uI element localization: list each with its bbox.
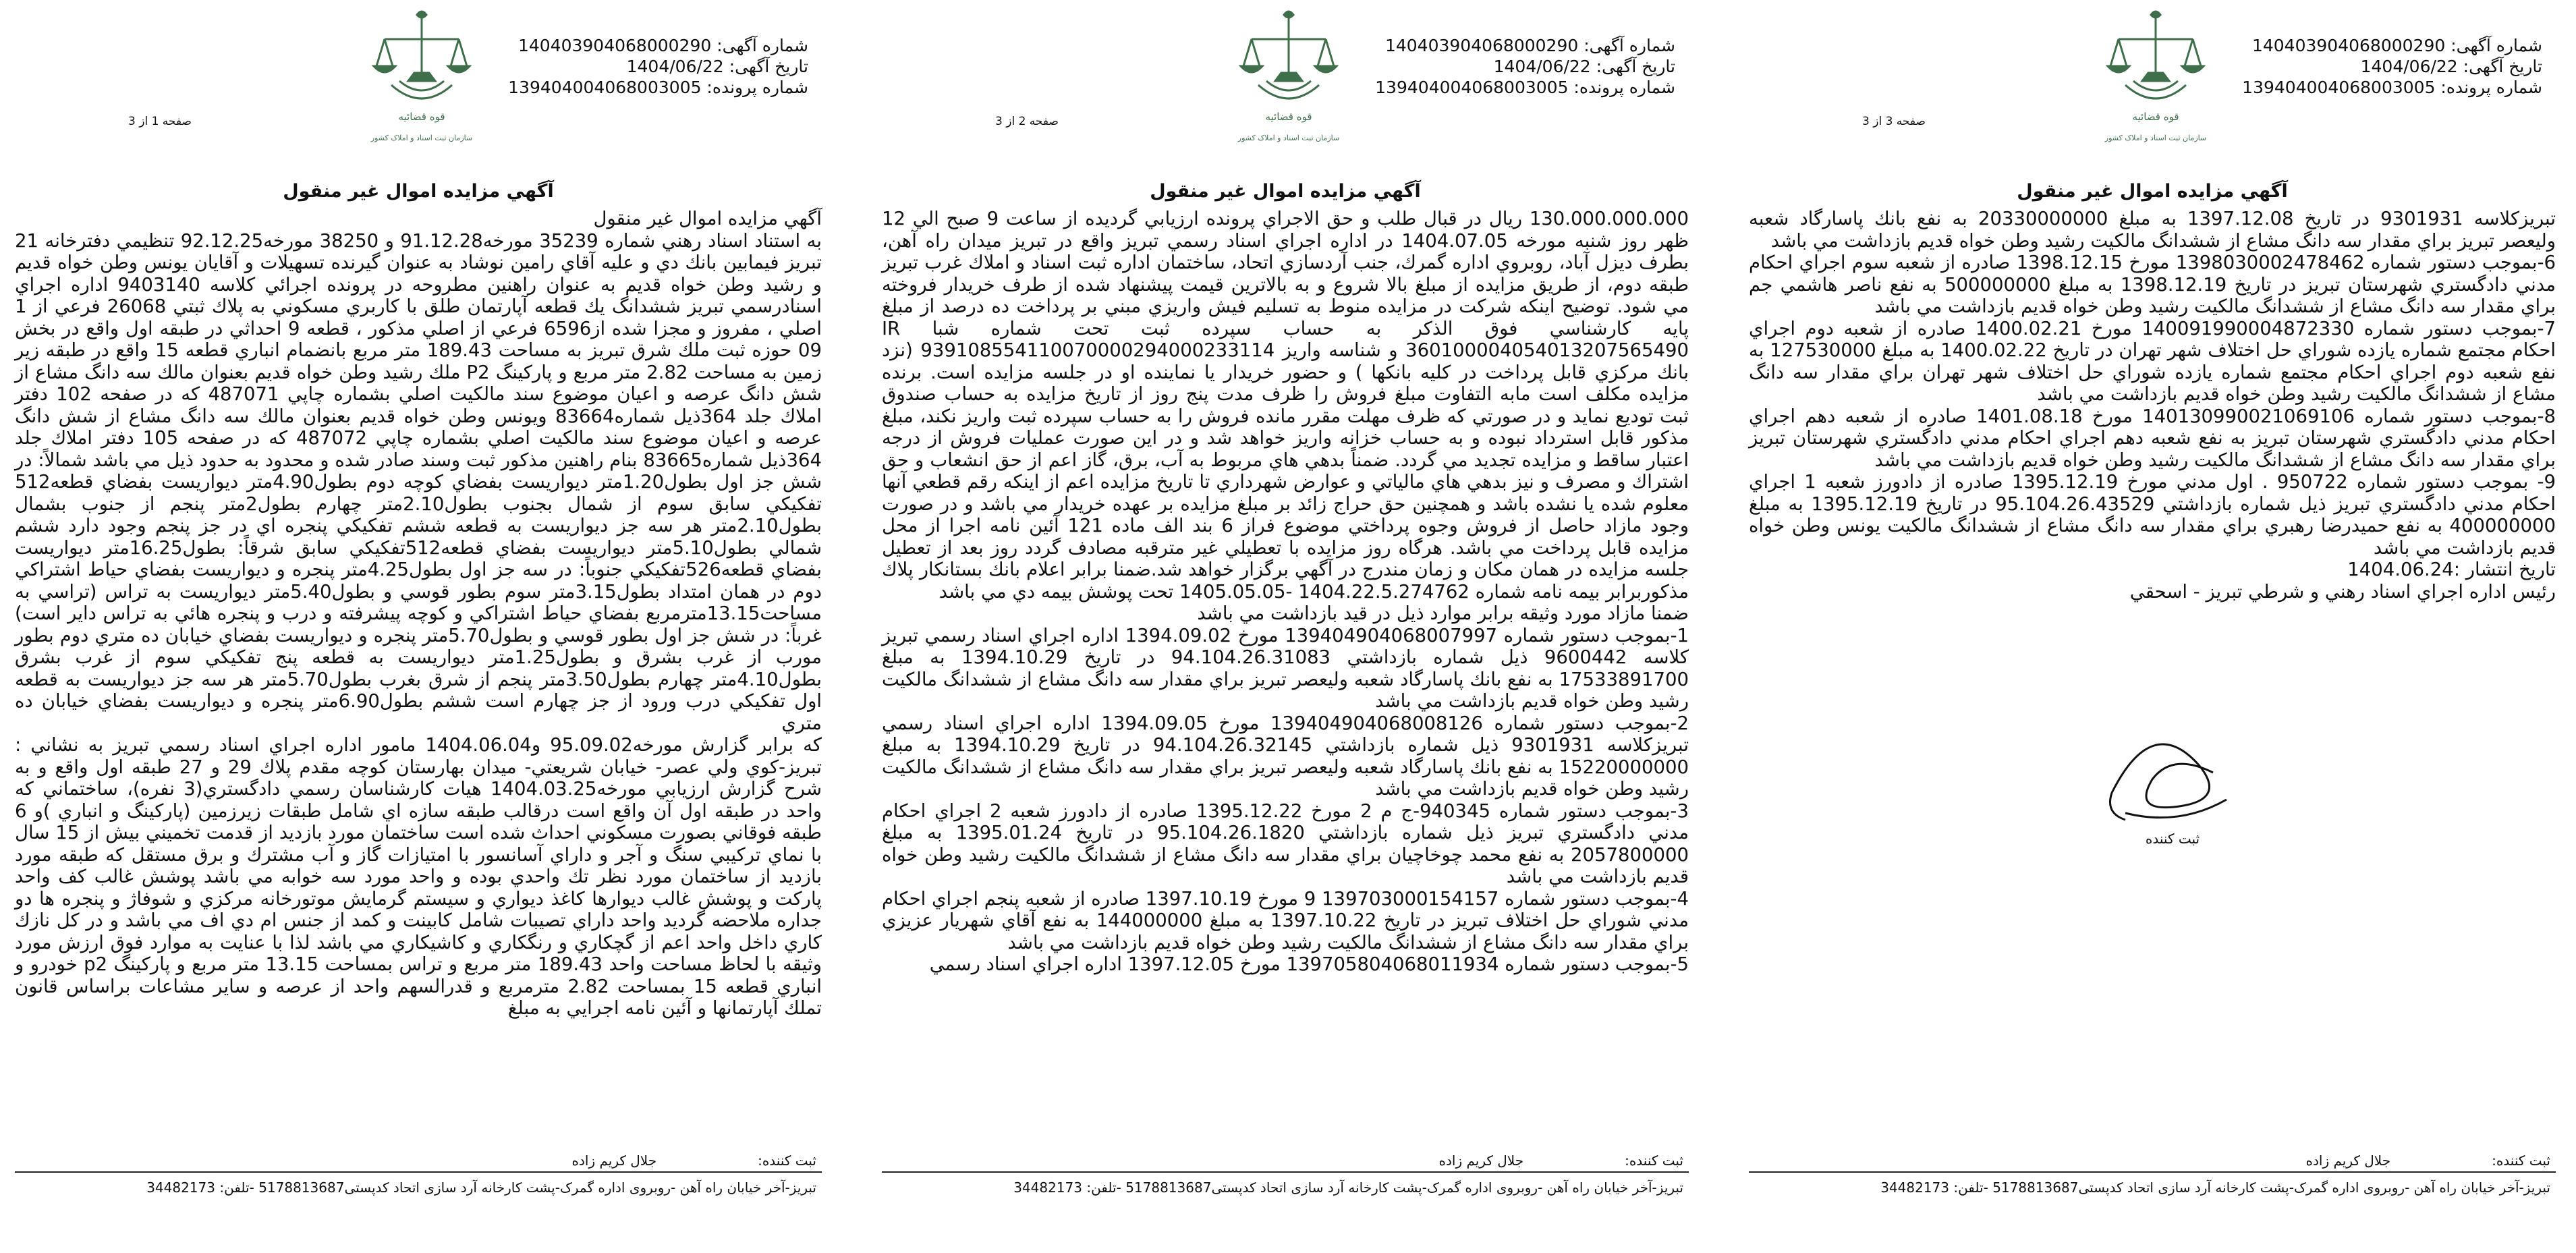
registrar-label: ثبت کننده: bbox=[758, 1152, 816, 1169]
notice-paragraph: كه برابر گزارش مورخه95.09.02 و1404.06.04 مامور اداره اجراي اسناد رسمي تبريز به نشاني : تبريز-كوي ولي عصر- خيابان شريعتي- ميدان بهارستان كوچه مقدم پلاك 29 و 27 طبقه اول واقع و به شرح گزارش ارزيابي مورخه1404.03.25 هيات كارشناسان رسمي دادگستري(3 نفره)، ساختماني كه واحد در طبقه اول آن واقع است درقالب طبقه سازه اي شامل طبقات زيرزمين (پاركينگ و انباري )و 6 طبقه فوقاني بصورت مسكوني احداث شده است ساختمان مورد بازديد از قدمت تخميني بيش از 15 سال با نماي تركيبي سنگ و آجر و داراي آسانسور با امتيازات گاز و آب مشترك و برق مستقل كه طبقه مورد بازديد از ساختمان مورد نظر تك واحدي بوده و واحد مورد سه خوابه مي باشد پوشش غالب كف واحد پاركت و پوشش غالب ديوارها كاغذ ديواري و سيستم گرمايش موتورخانه مركزي و شوفاژ و پنجره ها دو جداره ملاحضه گرديد واحد داراي تصيبات شامل كابينت و كمد از جنس ام دي اف مي باشد و در كل نازك كاري داخل واحد اعم از گچكاري و رنگكاري و كاشيكاري مي باشد لذا با عنايت به موارد فوق ارزش مورد وثيقه با لحاظ مساحت واحد 189.43 متر مربع و تراس بمساحت 13.15 متر مربع و پاركينگ p2 خودرو و انباري قطعه 15 بمساحت 2.82 مترمربع و قدرالسهم واحد از عرصه و ساير مشاعات براساس قانون تملك آپارتمانها و آئين نامه اجرايي به مبلغ bbox=[15, 734, 822, 1019]
office-address: تبریز-آخر خیابان راه آهن -روبروی اداره گمرک-پشت کارخانه آرد سازی اتحاد کدپستی5178813687 -تلفن: 34482173 bbox=[1013, 1179, 1683, 1196]
emblem-sub-caption: سازمان ثبت اسناد و املاک کشور bbox=[2104, 134, 2207, 142]
registrar-name: جلال کریم زاده bbox=[2305, 1152, 2391, 1169]
ad-number: شماره آگهی: 140403904068000290 bbox=[517, 36, 808, 55]
notice-paragraph: آگهي مزايده اموال غير منقول bbox=[593, 208, 822, 229]
notice-paragraph: 8-بموجب دستور شماره 140130990021069106 مورخ 1401.08.18 صادره از شعبه دهم اجراي احكام مدني دادگستري شهرستان تبريز به نفع شعبه دهم اجراي احكام مدني دادگستري شهرستان تبريز براي مقدار سه دانگ مشاع از ششدانگ مالكيت رشيد وطن خواه قديم بازداشت مي باشد bbox=[1749, 405, 2556, 471]
page-number: صفحه 2 از 3 bbox=[995, 115, 1059, 128]
notice-title: آگهي مزايده اموال غير منقول bbox=[283, 181, 554, 202]
emblem-caption: قوه قضائیه bbox=[1265, 111, 1312, 123]
notice-paragraph: رئيس اداره اجراي اسناد رهني و شرطي تبريز - اسحقي bbox=[2129, 580, 2556, 603]
emblem-caption: قوه قضائیه bbox=[2132, 111, 2179, 123]
signature-icon bbox=[2085, 712, 2260, 854]
notice-paragraph: 2-بموجب دستور شماره 139404904068008126 مورخ 1394.09.05 اداره اجراي اسناد رسمي تبريزكلاسه 9301931 ذيل شماره بازداشتي 94.104.26.32145 در تاريخ 1394.10.29 به مبلغ 15220000000 به نفع بانك پاسارگاد شعبه وليعصر تبريز براي مقدار سه دانگ مشاع از ششدانگ مالكيت رشيد وطن خواه قديم بازداشت مي باشد bbox=[882, 712, 1689, 800]
page-number: صفحه 3 از 3 bbox=[1862, 115, 1926, 128]
case-number: شماره پرونده: 139404004068003005 bbox=[2242, 78, 2542, 97]
notice-paragraph: تاريخ انتشار :1404.06.24 bbox=[2347, 559, 2556, 580]
registrar-label: ثبت کننده: bbox=[1625, 1152, 1683, 1169]
notice-body bbox=[15, 208, 822, 1020]
notice-paragraph: به استناد اسناد رهني شماره 35239 مورخه91.12.28 و 38250 مورخه92.12.25 تنظيمي دفترخانه 21 تبريز فيمابين بانك دي و عليه آقاي رامين نوشاد به عنوان گيرنده تسهيلات و آقايان يونس وطن خواه قديم و رشيد وطن خواه قديم به عنوان راهنين مطروحه در پرونده اجرائي كلاسه 9403140 اداره اجراي اسنادرسمي تبريز ششدانگ يك قطعه آپارتمان طلق با كاربري مسكوني به پلاك ثبتي 26068 فرعي از 1 اصلي ، مفروز و مجزا شده از6596 فرعي از اصلي مذكور ، قطعه 9 احداثي در طبقه اول واقع در بخش 09 حوزه ثبت ملك شرق تبريز به مساحت 189.43 متر مربع بانضمام انباري قطعه 15 واقع در طبقه زير زمين به مساحت 2.82 متر مربع و پاركينگ P2 ملك رشيد وطن خواه قديم بعنوان مالك سه دانگ مشاع از شش دانگ عرصه و اعيان موضوع سند مالكيت اصلي بشماره چاپي 487071 كه در صفحه 102 دفتر املاك جلد 364ذيل شماره83664 ويونس وطن خواه قديم بعنوان مالك سه دانگ مشاع از شش دانگ عرصه و اعيان موضوع سند مالكيت اصلي بشماره چاپي 487072 كه در صفحه 105 دفتر املاك جلد 364ذيل شماره83665 بنام راهنين مذكور ثبت وسند صادر شده و محدود به حدود ذيل مي باشد شمالاً: در شش جز اول بطول1.20متر ديواريست بفضاي كوچه دوم بطول4.90متر ديواريست بفضاي قطعه512 تفكيكي سابق سوم از شمال بجنوب بطول2.10متر چهارم بطول2متر پنجم از جنوب بشمال بطول2.10متر هر سه جز ديواريست به قطعه ششم تفكيكي پنجره اي در جز پنجم وجود دارد ششم شمالي بطول5.10متر ديواريست بفضاي قطعه512تفكيكي سابق شرقاً: بطول16.25متر ديواريست بفضاي قطعه526تفكيكي جنوباً: در سه جز اول بطول4.25متر پنجره و ديواريست بفضاي حياط اشتراكي دوم در همان امتداد بطول3.15متر سوم بطور قوسي و بطول5.40متر ديواريست به تراس (تراسي به مساحت13.15مترمربع بفضاي حياط اشتراكي و كوچه پيشرفته و درب و پنجره هائي به تراس داير است) غرباً: در شش جز اول بطور قوسي و بطول5.70متر پنجره و ديواريست بفضاي خيابان ده متري دوم بطور مورب از غرب بشرق و بطول1.25متر ديواريست به قطعه پنج تفكيكي سوم از غرب بشرق بطول4.10متر چهارم بطول3.50متر پنجم از شرق بغرب بطول5.70متر هر سه جز ديواريست به قطعه اول تفكيكي درب ورود از جز چهارم است ششم بطول6.90متر پنجره و ديواريست بفضاي خيابان ده متري bbox=[15, 229, 822, 734]
case-number: شماره پرونده: 139404004068003005 bbox=[508, 78, 808, 97]
registrar-line bbox=[1338, 1152, 1683, 1169]
notice-paragraph: 7-بموجب دستور شماره 140091990004872330 مورخ 1400.02.21 صادره از شعبه دوم اجراي احكام مجتمع شماره يازده شوراي حل اختلاف شهر تهران در تاريخ 1400.02.22 به مبلغ 127530000 به نفع شعبه دوم اجراي احكام مجتمع شماره يازده شوراي حل اختلاف شهر تهران براي مقدار سه دانگ مشاع از ششدانگ مالكيت رشيد وطن خواه قديم بازداشت مي باشد bbox=[1749, 317, 2556, 405]
notice-title: آگهي مزايده اموال غير منقول bbox=[2017, 181, 2288, 202]
ad-number: شماره آگهی: 140403904068000290 bbox=[1384, 36, 1675, 55]
footer-divider bbox=[882, 1171, 1689, 1173]
notice-title: آگهي مزايده اموال غير منقول bbox=[1150, 181, 1421, 202]
ad-date: تاریخ آگهی: 1404/06/22 bbox=[2360, 57, 2542, 76]
notice-meta bbox=[2191, 35, 2542, 98]
notice-header bbox=[867, 0, 1704, 182]
registrar-name: جلال کریم زاده bbox=[571, 1152, 657, 1169]
footer-divider bbox=[15, 1171, 822, 1173]
notice-meta bbox=[1324, 35, 1675, 98]
notice-paragraph: 3-بموجب دستور شماره 940345-ج م 2 مورخ 1395.12.22 صادره از دادورز شعبه 2 اجراي احكام مدني دادگستري تبريز ذيل شماره بازداشتي 95.104.26.1820 در تاريخ 1395.01.24 به مبلغ 2057800000 به نفع محمد چوخاچيان براي مقدار سه دانگ مشاع از ششدانگ مالكيت رشيد وطن خواه قديم بازداشت مي باشد bbox=[882, 800, 1689, 887]
notice-body bbox=[1749, 208, 2556, 603]
notice-paragraph: 1-بموجب دستور شماره 139404904068007997 مورخ 1394.09.02 اداره اجراي اسناد رسمي تبريز كلاسه 9600442 ذيل شماره بازداشتي 94.104.26.31083 در تاريخ 1394.10.29 به مبلغ 17533891700 به نفع بانك پاسارگاد شعبه وليعصر تبريز براي مقدار سه دانگ مشاع از ششدانگ مالكيت رشيد وطن خواه قديم بازداشت مي باشد bbox=[882, 624, 1689, 712]
signature-caption: ثبت کننده bbox=[2145, 831, 2200, 847]
notice-paragraph: 5-بموجب دستور شماره 139705804068011934 مورخ 1397.12.05 اداره اجراي اسناد رسمي bbox=[929, 953, 1689, 975]
ad-date: تاریخ آگهی: 1404/06/22 bbox=[1493, 57, 1675, 76]
notice-page-1 bbox=[0, 0, 837, 1253]
notice-page-3 bbox=[1734, 0, 2571, 1253]
office-address: تبریز-آخر خیابان راه آهن -روبروی اداره گمرک-پشت کارخانه آرد سازی اتحاد کدپستی5178813687 -تلفن: 34482173 bbox=[1880, 1179, 2550, 1196]
emblem-sub-caption: سازمان ثبت اسناد و املاک کشور bbox=[1237, 134, 1340, 142]
notice-paragraph: 130.000.000.000 ريال در قبال طلب و حق الاجراي پرونده ارزيابي گرديده از ساعت 9 صبح الي 12 ظهر روز شنبه مورخه 1404.07.05 در اداره اجراي اسناد رسمي تبريز واقع در تبريز ميدان راه آهن، بطرف ديزل آباد، روبروي اداره گمرك، جنب آردسازي اتحاد، ساختمان اداره ثبت اسناد و املاك غرب تبريز طبقه دوم، از طريق مزايده از مبلغ بالا شروع و به بالاترين قيمت پيشنهاد شده از طرف خريدار فروخته مي شود. توضيح اينكه شركت در مزايده منوط به تسليم فيش واريزي مبني بر پرداخت ده درصد از مبلغ پايه كارشناسي فوق الذكر به حساب سپرده ثبت تحت شماره شبا IR 360100004054013207565490 و شناسه واريز 939108554110070000294000233114 (نزد بانك مركزي قابل پرداخت در كليه بانكها ) و حضور خريدار يا نماينده او در جلسه مزايده است. برنده مزايده مكلف است مابه التفاوت مبلغ فروش را ظرف مدت پنج روز از تاريخ مزايده به حساب صندوق ثبت توديع نمايد و در صورتي كه ظرف مهلت مقرر مانده فروش را به حساب سپرده ثبت واريز نكند، مبلغ مذكور قابل استرداد نبوده و به حساب خزانه واريز خواهد شد و در اين صورت عمليات فروش از درجه اعتبار ساقط و مزايده تجديد مي گردد. ضمناً بدهي هاي مربوط به آب، برق، گاز اعم از حق انشعاب و حق اشتراك و مصرف و نيز بدهي هاي مالياتي و عوارض شهرداري تا تاريخ مزايده اعم از اينكه رقم قطعي آنها معلوم شده يا نشده باشد و همچنين حق حراج زائد بر مبلغ مزايده بر عهده خريدار مي باشد و در صورت وجود مازاد حاصل از فروش وجوه پرداختي موضوع فراز 6 بند الف ماده 121 آئين نامه اجرا از محل مزايده قابل پرداخت مي باشد. هرگاه روز مزايده با تعطيلي غير مترقبه مصادف گردد روز بعد از تعطيل جلسه مزايده در همان مكان و زمان مندرج در آگهي برگزار خواهد شد.ضمنا برابر اعلام بانك بستانكار پلاك مذكوربرابر بيمه نامه شماره 1404.22.5.274762 -1405.05.05 تحت پوشش بيمه دي مي باشد bbox=[882, 208, 1689, 603]
case-number: شماره پرونده: 139404004068003005 bbox=[1375, 78, 1675, 97]
emblem-sub-caption: سازمان ثبت اسناد و املاک کشور bbox=[370, 134, 473, 142]
emblem-caption: قوه قضائیه bbox=[398, 111, 445, 123]
page-number: صفحه 1 از 3 bbox=[128, 115, 192, 128]
notice-paragraph: ضمنا مازاد مورد وثيقه برابر موارد ذيل در قيد بازداشت مي باشد bbox=[1197, 603, 1689, 624]
footer-divider bbox=[1749, 1171, 2556, 1173]
notice-paragraph: 9- بموجب دستور شماره 950722 . اول مدني مورخ 1395.12.19 صادره از دادورز شعبه 1 اجراي احكام مدني دادگستري تبريز ذيل شماره بازداشتي 95.104.26.43529 در تاريخ 1395.12.19 به مبلغ 400000000 به نفع حميدرضا رهبري براي مقدار سه دانگ مشاع از ششدانگ مالكيت يونس وطن خواه قديم بازداشت مي باشد bbox=[1749, 471, 2556, 559]
registrar-label: ثبت کننده: bbox=[2492, 1152, 2550, 1169]
notice-paragraph: تبريزكلاسه 9301931 در تاريخ 1397.12.08 به مبلغ 20330000000 به نفع بانك پاسارگاد شعبه وليعصر تبريز براي مقدار سه دانگ مشاع از ششدانگ مالكيت رشيد وطن خواه قديم بازداشت مي باشد bbox=[1749, 208, 2556, 252]
registrar-name: جلال کریم زاده bbox=[1438, 1152, 1524, 1169]
notice-paragraph: 4-بموجب دستور شماره 139703000154157 9 مورخ 1397.10.19 صادره از شعبه پنجم اجراي احكام مدني شوراي حل اختلاف تبريز در تاريخ 1397.10.22 به مبلغ 144000000 به نفع آقاي شهريار عزيزي براي مقدار سه دانگ مشاع از ششدانگ مالكيت رشيد وطن خواه قديم بازداشت مي باشد bbox=[882, 887, 1689, 953]
notice-paragraph: 6-بموجب دستور شماره 1398030002478462 مورخ 1398.12.15 صادره از شعبه سوم اجراي احكام مدني دادگستري شهرستان تبريز در تاريخ 1398.12.19 به مبلغ 500000000 به نفع ناصر هاشمي جم براي مقدار سه دانگ مشاع از ششدانگ مالكيت رشيد وطن خواه قديم بازداشت مي باشد bbox=[1749, 252, 2556, 317]
ad-date: تاریخ آگهی: 1404/06/22 bbox=[626, 57, 808, 76]
office-address: تبریز-آخر خیابان راه آهن -روبروی اداره گمرک-پشت کارخانه آرد سازی اتحاد کدپستی5178813687 -تلفن: 34482173 bbox=[146, 1179, 816, 1196]
notice-header bbox=[0, 0, 837, 182]
notice-meta bbox=[457, 35, 808, 98]
watermark bbox=[999, 580, 1552, 681]
registrar-line bbox=[2205, 1152, 2550, 1169]
registrar-line bbox=[471, 1152, 816, 1169]
notice-header bbox=[1734, 0, 2571, 182]
ad-number: شماره آگهی: 140403904068000290 bbox=[2251, 36, 2542, 55]
